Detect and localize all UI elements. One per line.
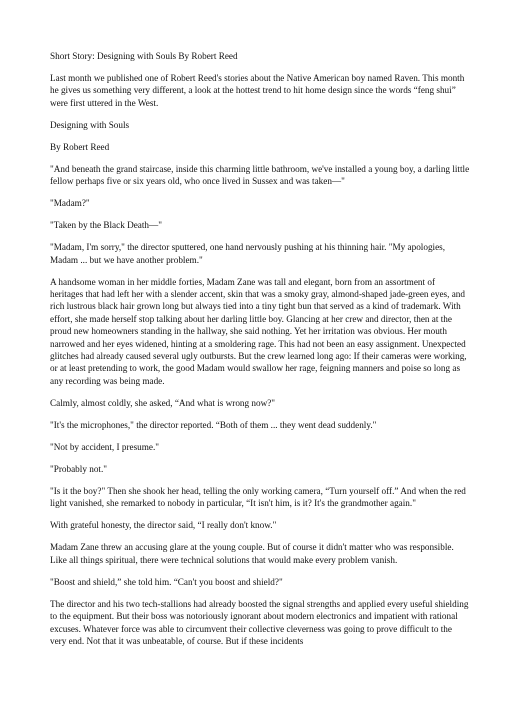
story-title: Designing with Souls	[50, 119, 130, 130]
story-paragraph: "Madam?"	[50, 198, 90, 209]
story-paragraph: "Is it the boy?" Then she shook her head, telling the only working camera, “Turn yourself off.” And when the red light vanished, she remarked to nobody in particular, “It isn't him, is it? It's the grandmother again."	[50, 485, 466, 509]
byline: By Robert Reed	[50, 141, 110, 152]
story-paragraph: With grateful honesty, the director said, “I really don't know."	[50, 520, 277, 531]
story-paragraph: "Not by accident, I presume."	[50, 441, 160, 452]
story-paragraph: "Taken by the Black Death—"	[50, 220, 162, 231]
story-paragraph: Calmly, almost coldly, she asked, “And what is wrong now?"	[50, 397, 276, 408]
story-paragraph: A handsome woman in her middle forties, Madam Zane was tall and elegant, born from an assortment of heritages that had left her with a slender accent, skin that was a smoky gray, almond-shaped jade-green eyes, and rich lustrous black hair grown long but always tied into a tiny tight bun that served as a kind of trademark. With effort, she made herself stop talking about her darling little boy. Glancing at her crew and director, then at the proud new homeowners standing in the hallway, she said nothing. Yet her irritation was obvious. Her mouth narrowed and her eyes widened, hinting at a smoldering rage. This had not been an easy assignment. Unexpected glitches had already caused several ugly outbursts. But the crew learned long ago: If their cameras were working, or at least pretending to work, the good Madam would swallow her rage, feigning manners and poise so long as any recording was being made.	[50, 276, 467, 386]
story-paragraph: "It's the microphones," the director reported. “Both of them ... they went dead suddenly."	[50, 419, 377, 430]
story-paragraph: "Boost and shield,” she told him. “Can't you boost and shield?"	[50, 576, 283, 587]
document-header: Short Story: Designing with Souls By Robert Reed	[50, 51, 238, 61]
document-body	[50, 50, 470, 657]
story-paragraph: "Probably not."	[50, 463, 108, 474]
intro-paragraph: Last month we published one of Robert Reed's stories about the Native American boy named Raven. This month he gives us something very different, a look at the hottest trend to hit home design since the words “feng shui” were first uttered in the West.	[50, 73, 465, 108]
story-paragraph: The director and his two tech-stallions had already boosted the signal strengths and applied every useful shielding to the equipment. But their boss was notoriously ignorant about modern electronics and impatient with rational excuses. Whatever force was able to circumvent their collective cleverness was going to prove difficult to the very end. Not that it was unbeatable, of course. But if these incidents	[50, 598, 469, 646]
story-paragraph: Madam Zane threw an accusing glare at the young couple. But of course it didn't matter who was responsible. Like all things spiritual, there were technical solutions that would make every problem vanish.	[50, 542, 454, 565]
story-paragraph: "Madam, I'm sorry," the director sputtered, one hand nervously pushing at his thinning hair. "My apologies, Madam ... but we have another problem."	[50, 242, 446, 265]
story-paragraph: "And beneath the grand staircase, inside this charming little bathroom, we've installed a young boy, a darling little fellow perhaps five or six years old, who once lived in Sussex and was taken—"	[50, 163, 470, 187]
